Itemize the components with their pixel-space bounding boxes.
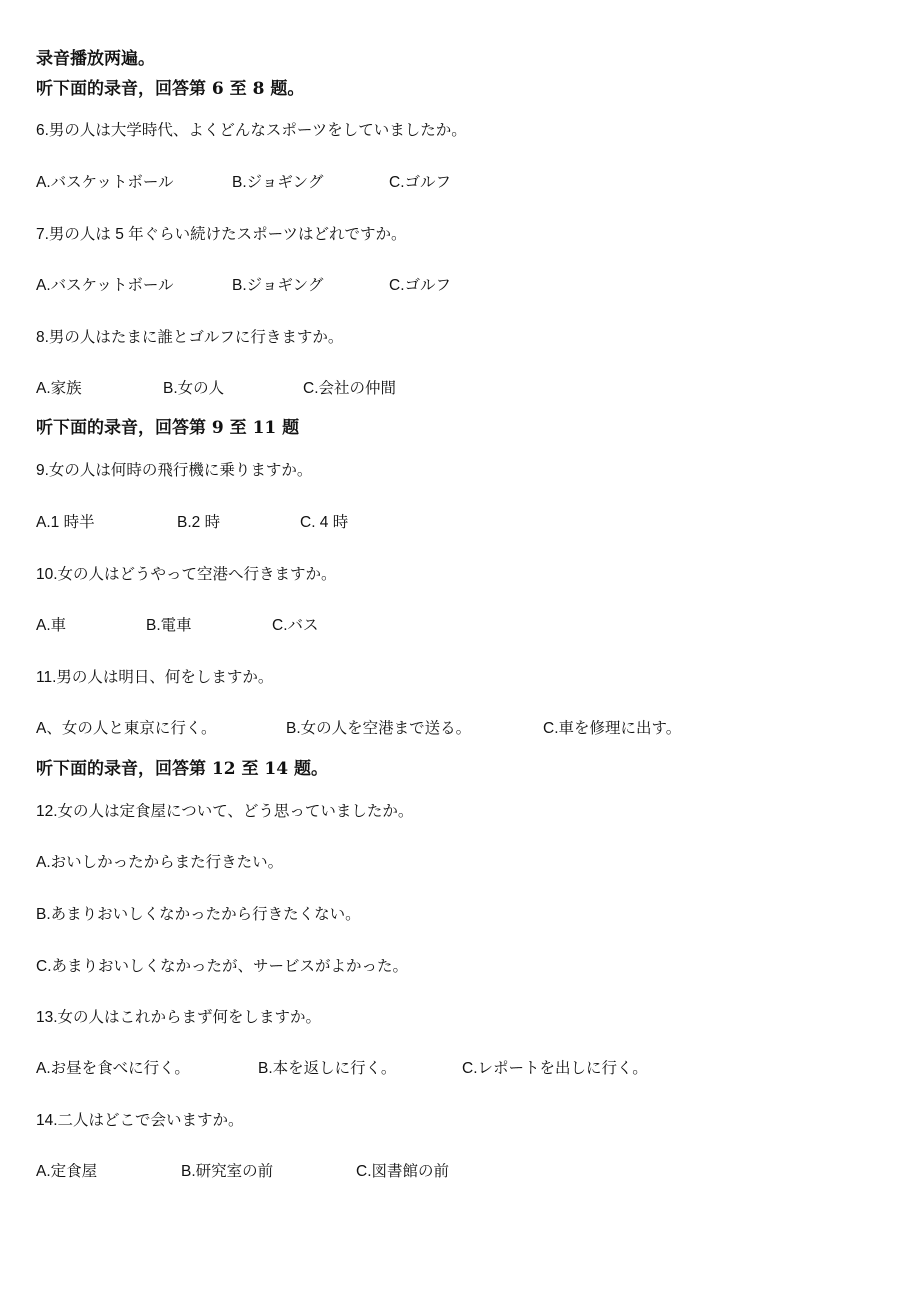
question-9: 9.女の人は何時の飛行機に乗りますか。 (36, 462, 313, 479)
question-10-option-b: B.電車 (146, 617, 192, 634)
question-6-option-a: A.バスケットボール (36, 174, 174, 191)
question-7-option-b: B.ジョギング (232, 277, 324, 294)
question-8-option-c: C.会社の仲間 (303, 380, 397, 397)
question-8: 8.男の人はたまに誰とゴルフに行きますか。 (36, 329, 344, 346)
section-heading-9-11: 听下面的录音，回答第 9 至 11 题 (36, 418, 300, 438)
intro-text: 录音播放两遍。 (36, 49, 155, 69)
question-9-option-c: C. 4 時 (300, 514, 349, 531)
question-6-option-c: C.ゴルフ (389, 174, 452, 191)
section-heading-12-14: 听下面的录音，回答第 12 至 14 题。 (36, 759, 328, 779)
question-13-option-c: C.レポートを出しに行く。 (462, 1060, 648, 1077)
question-11-option-b: B.女の人を空港まで送る。 (286, 720, 472, 737)
question-13: 13.女の人はこれからまず何をしますか。 (36, 1009, 322, 1026)
question-12-option-b: B.あまりおいしくなかったから行きたくない。 (36, 906, 361, 923)
question-12: 12.女の人は定食屋について、どう思っていましたか。 (36, 803, 414, 820)
question-8-option-a: A.家族 (36, 380, 82, 397)
question-6: 6.男の人は大学時代、よくどんなスポーツをしていましたか。 (36, 122, 467, 139)
question-14-option-c: C.図書館の前 (356, 1163, 450, 1180)
question-14-option-b: B.研究室の前 (181, 1163, 274, 1180)
question-7-option-c: C.ゴルフ (389, 277, 452, 294)
question-11-option-c: C.車を修理に出す。 (543, 720, 682, 737)
question-10-option-a: A.車 (36, 617, 67, 634)
section-heading-6-8: 听下面的录音，回答第 6 至 8 题。 (36, 79, 305, 99)
question-10-option-c: C.バス (272, 617, 319, 634)
question-7-option-a: A.バスケットボール (36, 277, 174, 294)
question-11-option-a: A、女の人と東京に行く。 (36, 720, 217, 737)
question-8-option-b: B.女の人 (163, 380, 225, 397)
question-9-option-a: A.1 時半 (36, 514, 95, 531)
question-10: 10.女の人はどうやって空港へ行きますか。 (36, 566, 337, 583)
question-11: 11.男の人は明日、何をしますか。 (36, 669, 274, 686)
question-14-option-a: A.定食屋 (36, 1163, 98, 1180)
question-13-option-a: A.お昼を食べに行く。 (36, 1060, 190, 1077)
question-13-option-b: B.本を返しに行く。 (258, 1060, 397, 1077)
question-6-option-b: B.ジョギング (232, 174, 324, 191)
question-7: 7.男の人は 5 年ぐらい続けたスポーツはどれですか。 (36, 226, 407, 243)
question-14: 14.二人はどこで会いますか。 (36, 1112, 244, 1129)
question-12-option-c: C.あまりおいしくなかったが、サービスがよかった。 (36, 958, 409, 975)
question-9-option-b: B.2 時 (177, 514, 221, 531)
question-12-option-a: A.おいしかったからまた行きたい。 (36, 854, 284, 871)
